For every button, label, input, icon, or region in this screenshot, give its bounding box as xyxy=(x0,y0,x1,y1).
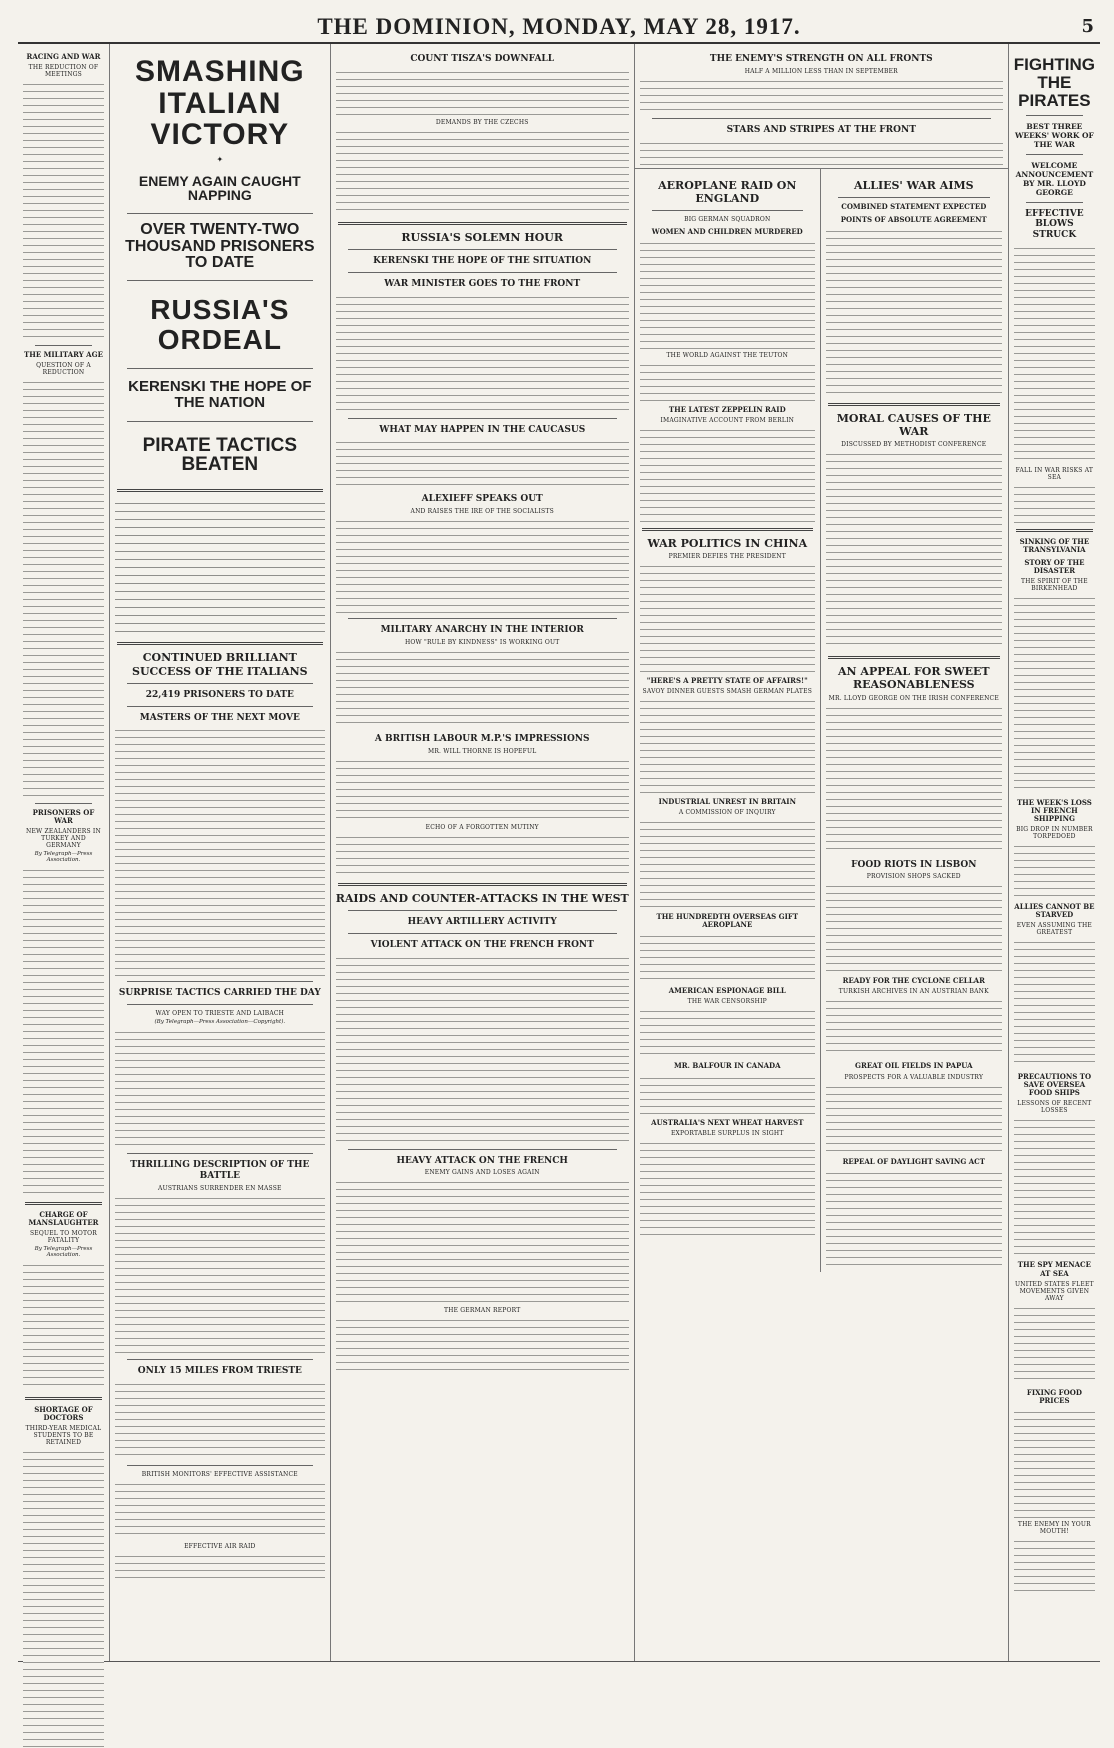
divider xyxy=(127,1153,313,1154)
article-text xyxy=(1014,1116,1095,1256)
article-text xyxy=(23,1261,104,1391)
headline-kerenski-situation: KERENSKI THE HOPE OF THE SITUATION xyxy=(373,255,592,266)
divider xyxy=(127,280,313,281)
column-3 xyxy=(331,44,635,1661)
headline-transylvania: SINKING OF THE TRANSYLVANIA xyxy=(1019,536,1090,554)
article-text xyxy=(336,517,629,613)
headline-pretty-state: "HERE'S A PRETTY STATE OF AFFAIRS!" xyxy=(646,676,808,686)
article-text xyxy=(1014,594,1095,794)
article-text xyxy=(640,1007,815,1057)
subhead-big-german-squadron: BIG GERMAN SQUADRON xyxy=(684,215,771,223)
article-text xyxy=(115,726,325,976)
subhead-provision-shops: PROVISION SHOPS SACKED xyxy=(866,873,961,881)
divider xyxy=(127,213,313,214)
divider xyxy=(348,418,617,419)
subhead-exportable-surplus: EXPORTABLE SURPLUS IN SIGHT xyxy=(670,1129,784,1137)
headline-masters-next-move: MASTERS OF THE NEXT MOVE xyxy=(139,712,300,723)
headline-women-children: WOMEN AND CHILDREN MURDERED xyxy=(651,226,803,236)
article-text xyxy=(336,833,629,877)
article-text xyxy=(1014,938,1095,1068)
headline-15-miles: ONLY 15 MILES FROM TRIESTE xyxy=(137,1365,302,1376)
page-number: 5 xyxy=(1081,16,1094,37)
headline-welcome-announcement: WELCOME ANNOUNCEMENT BY MR. LLOYD GEORGE xyxy=(1015,160,1094,197)
credit-line: By Telegraph—Press Association. xyxy=(34,1246,93,1259)
divider xyxy=(348,272,617,273)
article-text xyxy=(640,361,815,401)
divider xyxy=(338,883,627,886)
headline-violent-attack: VIOLENT ATTACK ON THE FRENCH FRONT xyxy=(370,939,594,950)
headline-cyclone-cellar: READY FOR THE CYCLONE CELLAR xyxy=(842,976,985,986)
article-text xyxy=(1014,483,1095,523)
headline-war-minister: WAR MINISTER GOES TO THE FRONT xyxy=(384,278,581,289)
article-text xyxy=(826,1169,1002,1269)
article-text xyxy=(23,1448,104,1748)
headline-heavy-attack-french: HEAVY ATTACK ON THE FRENCH xyxy=(396,1155,568,1166)
headline-industrial-unrest: INDUSTRIAL UNREST IN BRITAIN xyxy=(658,797,796,807)
headline-effective-blows: EFFECTIVE BLOWS STRUCK xyxy=(1025,208,1084,241)
article-text xyxy=(336,293,629,413)
divider xyxy=(117,642,323,645)
summary-text xyxy=(115,498,325,636)
subhead-socialists: AND RAISES THE IRE OF THE SOCIALISTS xyxy=(410,508,554,516)
headline-combined-statement: COMBINED STATEMENT EXPECTED xyxy=(841,201,987,211)
subhead-way-open: WAY OPEN TO TRIESTE AND LAIBACH xyxy=(155,1010,285,1018)
article-text xyxy=(115,1480,325,1540)
columns-4-5 xyxy=(635,44,1009,1661)
headline-story-disaster: STORY OF THE DISASTER xyxy=(1024,558,1085,576)
subhead-big-drop: BIG DROP IN NUMBER TORPEDOED xyxy=(1016,826,1093,841)
subhead-austrians-surrender: AUSTRIANS SURRENDER EN MASSE xyxy=(158,1184,282,1192)
article-text xyxy=(640,697,815,793)
headline-moral-causes: MORAL CAUSES OF THE WAR xyxy=(836,411,991,439)
subhead-enemy-mouth: THE ENEMY IN YOUR MOUTH! xyxy=(1017,1520,1091,1535)
divider xyxy=(127,1465,313,1466)
subhead-birkenhead: THE SPIRIT OF THE BIRKENHEAD xyxy=(1020,578,1088,593)
article-text xyxy=(640,932,815,982)
headline-italian-victory: SMASHING ITALIAN VICTORY xyxy=(134,55,305,151)
divider xyxy=(348,618,617,619)
column-4 xyxy=(635,169,821,1272)
headline-food-riots: FOOD RIOTS IN LISBON xyxy=(851,859,977,870)
headline-thrilling-description: THRILLING DESCRIPTION OF THE BATTLE xyxy=(130,1160,310,1181)
subhead-mutiny: ECHO OF A FORGOTTEN MUTINY xyxy=(425,823,539,831)
headline-prisoners: PRISONERS OF WAR xyxy=(32,808,95,826)
article-text xyxy=(115,1380,325,1460)
article-text xyxy=(640,77,1003,113)
columns-4-5-pair xyxy=(635,169,1008,1272)
divider xyxy=(25,1202,102,1205)
divider xyxy=(1026,115,1083,116)
article-text xyxy=(336,128,629,216)
headline-spy-menace: THE SPY MENACE AT SEA xyxy=(1017,1260,1091,1278)
subhead-premier-defies: PREMIER DEFIES THE PRESIDENT xyxy=(668,553,786,561)
article-text xyxy=(1014,1537,1095,1597)
article-text xyxy=(640,562,815,672)
article-text xyxy=(1014,842,1095,898)
column-1 xyxy=(18,44,110,1661)
divider xyxy=(1026,202,1083,203)
article-text xyxy=(336,438,629,488)
subhead-irish-conference: MR. LLOYD GEORGE ON THE IRISH CONFERENCE xyxy=(828,694,999,702)
divider xyxy=(127,706,313,707)
article-text xyxy=(336,757,629,821)
subhead-war-censorship: THE WAR CENSORSHIP xyxy=(687,998,767,1006)
article-text xyxy=(115,1028,325,1148)
subhead-czechs: DEMANDS BY THE CZECHS xyxy=(435,118,529,126)
headline-espionage-bill: AMERICAN ESPIONAGE BILL xyxy=(668,986,786,996)
headline-raids-west: RAIDS AND COUNTER-ATTACKS IN THE WEST xyxy=(335,891,629,905)
article-text xyxy=(640,1074,815,1114)
subhead-enemy-gains: ENEMY GAINS AND LOSES AGAIN xyxy=(424,1169,540,1177)
headline-precautions: PRECAUTIONS TO SAVE OVERSEA FOOD SHIPS xyxy=(1017,1072,1092,1098)
divider xyxy=(338,222,627,225)
masthead-title: THE DOMINION, MONDAY, MAY 28, 1917. xyxy=(317,14,801,39)
article-text xyxy=(826,450,1002,650)
article-text xyxy=(115,1194,325,1354)
headline-stars-stripes: STARS AND STRIPES AT THE FRONT xyxy=(726,124,916,135)
article-text xyxy=(336,1178,629,1304)
headline-cannot-starve: ALLIES CANNOT BE STARVED xyxy=(1014,902,1095,920)
headline-allies-war-aims: ALLIES' WAR AIMS xyxy=(853,178,974,192)
headline-fighting-pirates: FIGHTING THE PIRATES xyxy=(1013,55,1095,110)
divider xyxy=(652,118,991,119)
divider xyxy=(117,489,323,492)
article-text xyxy=(640,1139,815,1239)
divider xyxy=(828,403,1000,406)
article-text xyxy=(336,68,629,116)
article-text xyxy=(640,818,815,908)
divider xyxy=(828,656,1000,659)
subhead-war-risks: FALL IN WAR RISKS AT SEA xyxy=(1015,466,1094,481)
subhead-even-assuming: EVEN ASSUMING THE GREATEST xyxy=(1016,922,1092,937)
headline-daylight-saving: REPEAL OF DAYLIGHT SAVING ACT xyxy=(842,1156,985,1166)
article-text xyxy=(1014,244,1095,464)
subhead-fleet-movements: UNITED STATES FLEET MOVEMENTS GIVEN AWAY xyxy=(1015,1280,1094,1302)
subhead-half-million: HALF A MILLION LESS THAN IN SEPTEMBER xyxy=(744,67,898,75)
headline-surprise-tactics: SURPRISE TACTICS CARRIED THE DAY xyxy=(118,988,321,999)
subhead-racing: THE REDUCTION OF MEETINGS xyxy=(28,64,99,79)
article-text xyxy=(640,139,1003,165)
headline-prisoners: OVER TWENTY-TWO THOUSAND PRISONERS TO DATE xyxy=(125,220,315,272)
divider xyxy=(1026,154,1083,155)
subhead-rule-by-kindness: HOW "RULE BY KINDNESS" IS WORKING OUT xyxy=(404,638,560,646)
article-text xyxy=(23,80,104,340)
subhead-lessons: LESSONS OF RECENT LOSSES xyxy=(1017,1100,1092,1115)
subhead-effective-air-raid: EFFECTIVE AIR RAID xyxy=(184,1542,256,1550)
headline-doctors: SHORTAGE OF DOCTORS xyxy=(34,1405,93,1423)
article-text xyxy=(826,227,1002,397)
headline-kerenski-hope: KERENSKI THE HOPE OF THE NATION xyxy=(128,378,312,411)
headline-oil-fields: GREAT OIL FIELDS IN PAPUA xyxy=(855,1061,973,1071)
divider xyxy=(348,910,617,911)
subhead-will-thorne: MR. WILL THORNE IS HOPEFUL xyxy=(427,747,537,755)
article-text xyxy=(826,704,1002,854)
divider xyxy=(127,1359,313,1360)
divider xyxy=(127,368,313,369)
article-text xyxy=(115,1552,325,1582)
article-text xyxy=(336,1316,629,1376)
divider xyxy=(127,1004,313,1005)
headline-war-politics-china: WAR POLITICS IN CHINA xyxy=(647,537,808,551)
article-text xyxy=(640,239,815,349)
divider xyxy=(35,345,92,346)
headline-22419: 22,419 PRISONERS TO DATE xyxy=(145,689,294,700)
subhead-imaginative-account: IMAGINATIVE ACCOUNT FROM BERLIN xyxy=(660,417,795,425)
headline-hundredth-aeroplane: THE HUNDREDTH OVERSEAS GIFT AEROPLANE xyxy=(656,912,799,930)
article-text xyxy=(23,866,104,1196)
headline-racing: RACING AND WAR xyxy=(26,52,101,61)
divider xyxy=(642,528,813,531)
article-text xyxy=(336,954,629,1144)
headline-labour-mp: A BRITISH LABOUR M.P.'S IMPRESSIONS xyxy=(374,733,590,744)
divider xyxy=(652,210,803,211)
article-text xyxy=(826,1083,1002,1153)
article-text xyxy=(826,997,1002,1057)
article-text xyxy=(23,378,104,798)
article-text xyxy=(1014,1304,1095,1384)
divider xyxy=(348,249,617,250)
headline-enemy-napping: ENEMY AGAIN CAUGHT NAPPING xyxy=(138,172,301,204)
headline-caucasus: WHAT MAY HAPPEN IN THE CAUCASUS xyxy=(379,424,586,435)
masthead xyxy=(18,0,1100,44)
headline-wheat-harvest: AUSTRALIA'S NEXT WHEAT HARVEST xyxy=(651,1117,804,1127)
divider xyxy=(348,1149,617,1150)
headline-sweet-reasonableness: AN APPEAL FOR SWEET REASONABLENESS xyxy=(837,665,990,692)
headline-military-anarchy: MILITARY ANARCHY IN THE INTERIOR xyxy=(380,625,584,636)
headline-russias-ordeal: RUSSIA'S ORDEAL xyxy=(150,294,290,355)
subhead-valuable-industry: PROSPECTS FOR A VALUABLE INDUSTRY xyxy=(844,1073,984,1081)
headline-alexieff: ALEXIEFF SPEAKS OUT xyxy=(421,494,543,505)
divider xyxy=(35,803,92,804)
divider xyxy=(25,1397,102,1400)
subhead-savoy-dinner: SAVOY DINNER GUESTS SMASH GERMAN PLATES xyxy=(642,688,813,696)
article-text xyxy=(336,648,629,728)
headline-heavy-artillery: HEAVY ARTILLERY ACTIVITY xyxy=(407,916,557,927)
divider xyxy=(838,197,990,198)
subhead-manslaughter: SEQUEL TO MOTOR FATALITY xyxy=(29,1230,98,1245)
article-text xyxy=(640,426,815,522)
headline-aeroplane-raid: AEROPLANE RAID ON ENGLAND xyxy=(658,178,797,205)
article-text xyxy=(826,882,1002,972)
headline-absolute-agreement: POINTS OF ABSOLUTE AGREEMENT xyxy=(840,214,987,224)
subhead-prisoners: NEW ZEALANDERS IN TURKEY AND GERMANY xyxy=(26,828,101,850)
headline-zeppelin-raid: THE LATEST ZEPPELIN RAID xyxy=(668,405,786,415)
subhead-world-against-teuton: THE WORLD AGAINST THE TEUTON xyxy=(666,352,789,360)
subhead-british-monitors: BRITISH MONITORS' EFFECTIVE ASSISTANCE xyxy=(141,1470,298,1478)
subhead-methodist: DISCUSSED BY METHODIST CONFERENCE xyxy=(841,441,987,449)
subhead-doctors: THIRD-YEAR MEDICAL STUDENTS TO BE RETAINED xyxy=(25,1425,102,1447)
credit-line: (By Telegraph—Press Association—Copyright). xyxy=(154,1019,286,1026)
subhead-turkish-archives: TURKISH ARCHIVES IN AN AUSTRIAN BANK xyxy=(838,988,989,996)
headline-enemy-strength: THE ENEMY'S STRENGTH ON ALL FRONTS xyxy=(709,54,933,64)
divider xyxy=(348,933,617,934)
headline-tisza: COUNT TISZA'S DOWNFALL xyxy=(410,54,555,64)
column-2 xyxy=(110,44,331,1661)
headline-continued-success: CONTINUED BRILLIANT SUCCESS OF THE ITALIANS xyxy=(132,651,308,678)
headline-manslaughter: CHARGE OF MANSLAUGHTER xyxy=(28,1210,99,1228)
headline-pirate-tactics: PIRATE TACTICS BEATEN xyxy=(142,434,298,476)
subhead-commission-inquiry: A COMMISSION OF INQUIRY xyxy=(678,809,776,817)
columns xyxy=(18,44,1100,1662)
divider xyxy=(127,683,313,684)
divider xyxy=(127,421,313,422)
column-5 xyxy=(821,169,1007,1272)
subhead-german-report: THE GERMAN REPORT xyxy=(443,1307,521,1315)
subhead-military: QUESTION OF A REDUCTION xyxy=(36,362,91,377)
credit-line: By Telegraph—Press Association. xyxy=(34,851,93,864)
headline-french-shipping: THE WEEK'S LOSS IN FRENCH SHIPPING xyxy=(1016,798,1092,824)
headline-best-three-weeks: BEST THREE WEEKS' WORK OF THE WAR xyxy=(1014,121,1094,149)
headline-russias-solemn-hour: RUSSIA'S SOLEMN HOUR xyxy=(401,230,564,244)
headline-military: THE MILITARY AGE xyxy=(24,350,103,360)
ornament: ✦ xyxy=(216,154,224,164)
shared-top-section xyxy=(635,44,1008,169)
divider xyxy=(127,981,313,982)
column-6 xyxy=(1009,44,1100,1661)
divider xyxy=(1016,529,1093,532)
article-text xyxy=(1014,1408,1095,1518)
headline-food-prices: FIXING FOOD PRICES xyxy=(1026,1387,1082,1405)
headline-balfour-canada: MR. BALFOUR IN CANADA xyxy=(673,1061,781,1071)
